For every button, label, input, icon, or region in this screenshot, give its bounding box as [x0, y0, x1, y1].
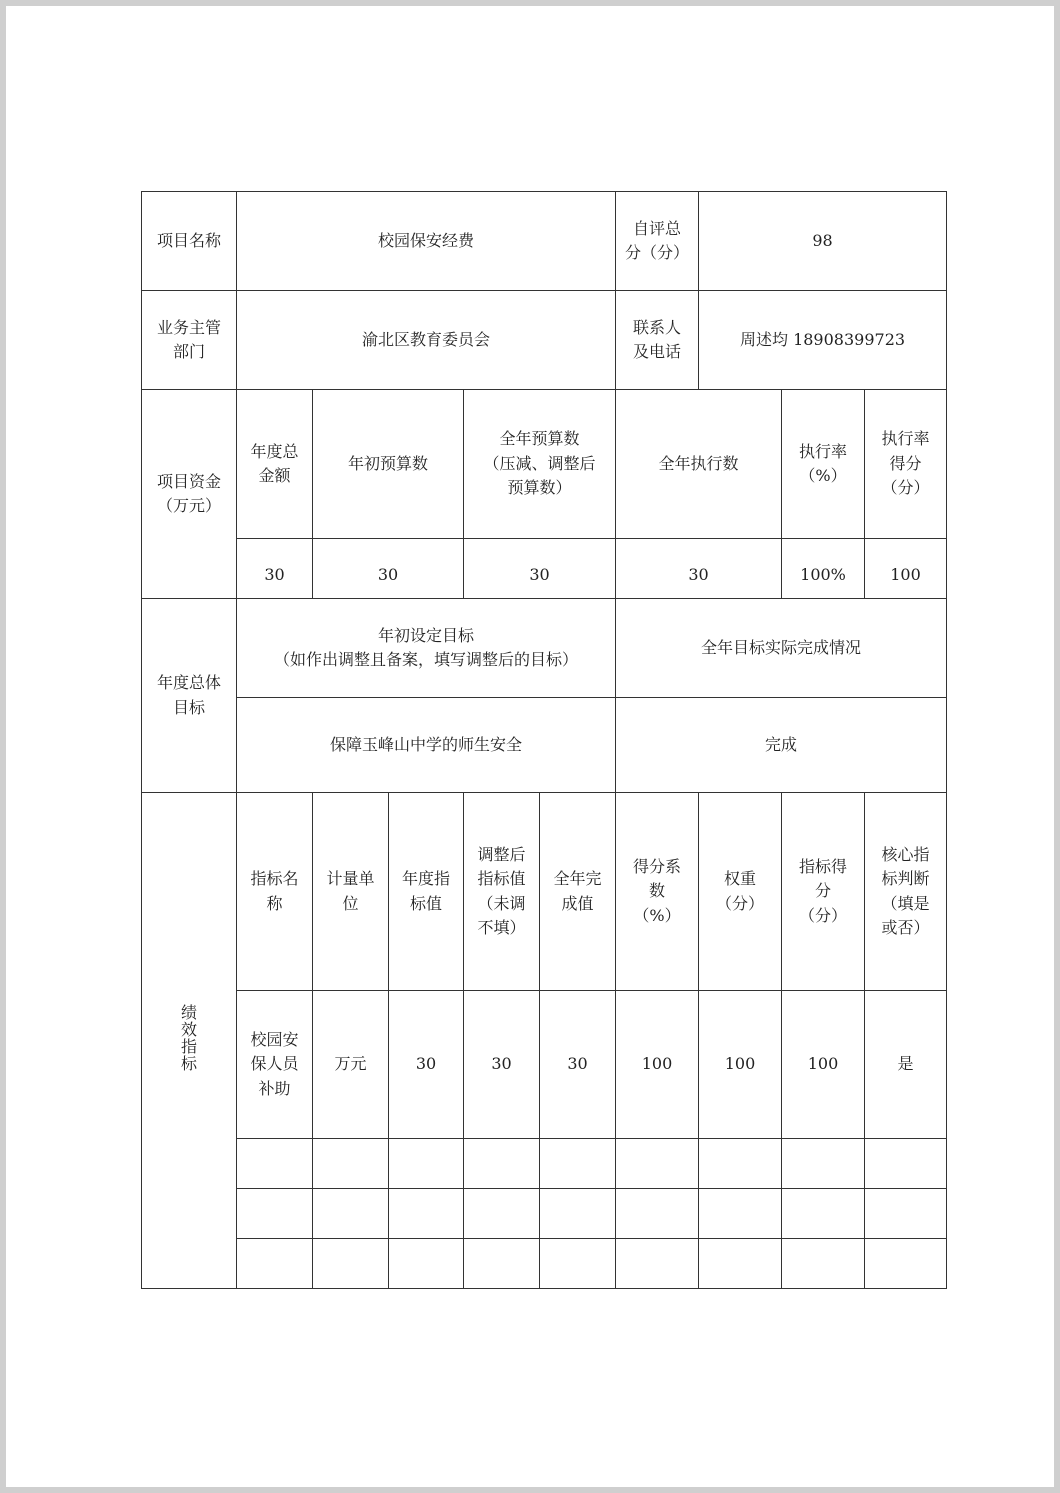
funds-rate-score: 100: [865, 539, 947, 599]
indicator-unit: 万元: [313, 991, 389, 1139]
empty-cell: [313, 1189, 389, 1239]
empty-cell: [865, 1189, 947, 1239]
indicator-header-weight: 权重 （分）: [699, 793, 782, 991]
indicator-score-coefficient: 100: [616, 991, 699, 1139]
funds-header-rate-score: 执行率 得分 （分）: [865, 390, 947, 539]
department-value: 渝北区教育委员会: [237, 291, 616, 390]
empty-cell: [313, 1239, 389, 1289]
indicators-label-cell: [142, 793, 237, 1289]
empty-cell: [616, 1189, 699, 1239]
funds-execution-rate: 100%: [782, 539, 865, 599]
empty-cell: [699, 1189, 782, 1239]
funds-header-initial-budget: 年初预算数: [313, 390, 464, 539]
goals-values-row: [142, 698, 947, 793]
empty-cell: [464, 1189, 540, 1239]
department-row: [142, 291, 947, 390]
empty-cell: [464, 1139, 540, 1189]
empty-cell: [389, 1139, 464, 1189]
self-score-value: 98: [699, 192, 947, 291]
goals-header-row: [142, 599, 947, 698]
actual-completion-value: 完成: [616, 698, 947, 793]
indicator-score: 100: [782, 991, 865, 1139]
empty-cell: [540, 1239, 616, 1289]
indicator-annual-value: 30: [389, 991, 464, 1139]
funds-label: 项目资金 （万元）: [142, 390, 237, 599]
empty-cell: [313, 1139, 389, 1189]
empty-cell: [699, 1239, 782, 1289]
indicator-adjusted-value: 30: [464, 991, 540, 1139]
indicator-header-annual-value: 年度指 标值: [389, 793, 464, 991]
empty-cell: [616, 1139, 699, 1189]
document-page: [6, 6, 1054, 1487]
indicators-label: 绩效指标: [181, 1003, 198, 1074]
empty-cell: [782, 1189, 865, 1239]
indicator-header-unit: 计量单 位: [313, 793, 389, 991]
empty-cell: [389, 1239, 464, 1289]
indicator-header-adjusted-value: 调整后 指标值 （未调 不填）: [464, 793, 540, 991]
performance-self-evaluation-table: [141, 191, 947, 1289]
empty-cell: [540, 1139, 616, 1189]
target-goal-header: 年初设定目标 （如作出调整且备案，填写调整后的目标）: [237, 599, 616, 698]
project-name-label: 项目名称: [142, 192, 237, 291]
empty-cell: [540, 1189, 616, 1239]
empty-row: [142, 1239, 947, 1289]
empty-row: [142, 1189, 947, 1239]
empty-cell: [237, 1139, 313, 1189]
empty-cell: [782, 1239, 865, 1289]
funds-initial-budget: 30: [313, 539, 464, 599]
funds-header-row: [142, 390, 947, 539]
empty-cell: [699, 1139, 782, 1189]
target-goal-value: 保障玉峰山中学的师生安全: [237, 698, 616, 793]
indicator-header-score-coefficient: 得分系 数 （%）: [616, 793, 699, 991]
indicator-header-name: 指标名 称: [237, 793, 313, 991]
empty-cell: [389, 1189, 464, 1239]
empty-cell: [782, 1139, 865, 1189]
indicator-completed-value: 30: [540, 991, 616, 1139]
funds-header-executed: 全年执行数: [616, 390, 782, 539]
indicator-weight: 100: [699, 991, 782, 1139]
annual-goals-label: 年度总体 目标: [142, 599, 237, 793]
funds-executed: 30: [616, 539, 782, 599]
indicator-core-flag: 是: [865, 991, 947, 1139]
indicator-header-completed-value: 全年完 成值: [540, 793, 616, 991]
self-score-label: 自评总 分（分）: [616, 192, 699, 291]
department-label: 业务主管 部门: [142, 291, 237, 390]
empty-cell: [865, 1139, 947, 1189]
project-name-row: [142, 192, 947, 291]
indicators-header-row: [142, 793, 947, 991]
indicator-name: 校园安 保人员 补助: [237, 991, 313, 1139]
indicator-header-score: 指标得 分 （分）: [782, 793, 865, 991]
funds-header-execution-rate: 执行率 （%）: [782, 390, 865, 539]
table-row: [142, 991, 947, 1139]
actual-completion-header: 全年目标实际完成情况: [616, 599, 947, 698]
funds-header-adjusted-budget: 全年预算数 （压减、调整后 预算数）: [464, 390, 616, 539]
funds-adjusted-budget: 30: [464, 539, 616, 599]
indicator-header-core-flag: 核心指 标判断 （填是 或否）: [865, 793, 947, 991]
empty-cell: [464, 1239, 540, 1289]
funds-header-annual-total: 年度总 金额: [237, 390, 313, 539]
empty-cell: [865, 1239, 947, 1289]
empty-cell: [237, 1239, 313, 1289]
funds-annual-total: 30: [237, 539, 313, 599]
project-name-value: 校园保安经费: [237, 192, 616, 291]
empty-cell: [616, 1239, 699, 1289]
funds-values-row: [142, 539, 947, 599]
empty-row: [142, 1139, 947, 1189]
empty-cell: [237, 1189, 313, 1239]
contact-label: 联系人 及电话: [616, 291, 699, 390]
contact-value: 周述均 18908399723: [699, 291, 947, 390]
